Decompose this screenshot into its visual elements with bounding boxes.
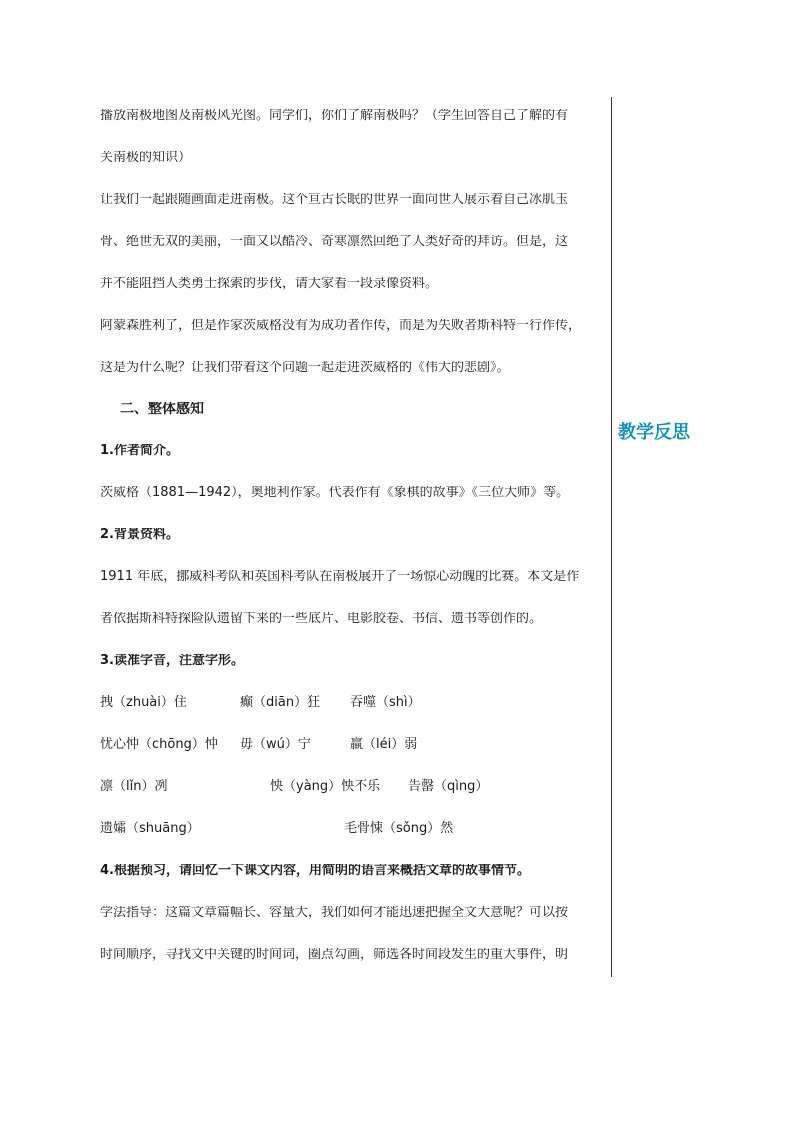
pinyin-word: 告罄（qìng） [408, 779, 489, 794]
pinyin-word: 毋（wú）宁 [240, 737, 311, 752]
pinyin-word: 怏（yàng）怏不乐 [270, 779, 381, 794]
paragraph-line: 这是为什么呢？让我们带着这个问题一起走进茨威格的《伟大的悲剧》。 [100, 361, 510, 375]
paragraph-line: 阿蒙森胜利了，但是作家茨威格没有为成功者作传，而是为失败者斯科特一行作传， [100, 319, 582, 333]
column-divider [611, 97, 612, 977]
pinyin-word: 羸（léi）弱 [350, 737, 418, 752]
item-heading-background: 2.背景资料。 [100, 528, 179, 542]
background-line: 者依据斯科特探险队遗留下来的一些底片、电影胶卷、书信、遗书等创作的。 [100, 612, 543, 626]
item-heading-pronunciation: 3.读准字音，注意字形。 [100, 654, 244, 668]
pinyin-word: 忧心忡（chōng）忡 [100, 737, 218, 752]
paragraph-line: 并不能阻挡人类勇士探索的步伐，请大家看一段录像资料。 [100, 277, 439, 291]
pinyin-word: 毛骨悚（sǒng）然 [344, 821, 454, 836]
pinyin-word: 吞噬（shì） [350, 695, 421, 710]
guide-line: 时间顺序，寻找文中关键的时间词，圈点勾画，筛选各时间段发生的重大事件，明 [100, 948, 569, 962]
pinyin-word: 拽（zhuài）住 [100, 695, 187, 710]
item-heading-summary: 4.根据预习，请回忆一下课文内容，用简明的语言来概括文章的故事情节。 [100, 864, 530, 878]
author-intro: 茨威格（1881—1942），奥地利作家。代表作有《象棋的故事》《三位大师》等。 [100, 486, 570, 500]
item-heading-author: 1.作者简介。 [100, 444, 179, 458]
paragraph-line: 关南极的知识） [100, 151, 192, 165]
paragraph-line: 让我们一起跟随画面走进南极。这个亘古长眠的世界一面向世人展示着自己冰肌玉 [100, 193, 569, 207]
paragraph-line: 播放南极地图及南极风光图。同学们，你们了解南极吗？（学生回答自己了解的有 [100, 109, 569, 123]
background-line: 1911 年底，挪威科考队和英国科考队在南极展开了一场惊心动魄的比赛。本文是作 [100, 570, 580, 584]
guide-line: 学法指导：这篇文章篇幅长、容量大，我们如何才能迅速把握全文大意呢？可以按 [100, 906, 569, 920]
pinyin-word: 凛（lǐn）冽 [100, 779, 168, 794]
paragraph-line: 骨、绝世无双的美丽，一面又以酷冷、奇寒凛然回绝了人类好奇的拜访。但是，这 [100, 235, 569, 249]
section-heading: 二、整体感知 [120, 402, 204, 416]
pinyin-word: 癫（diān）狂 [240, 695, 321, 710]
pinyin-word: 遗孀（shuāng） [100, 821, 200, 836]
teaching-reflection-title: 教学反思 [618, 422, 690, 443]
